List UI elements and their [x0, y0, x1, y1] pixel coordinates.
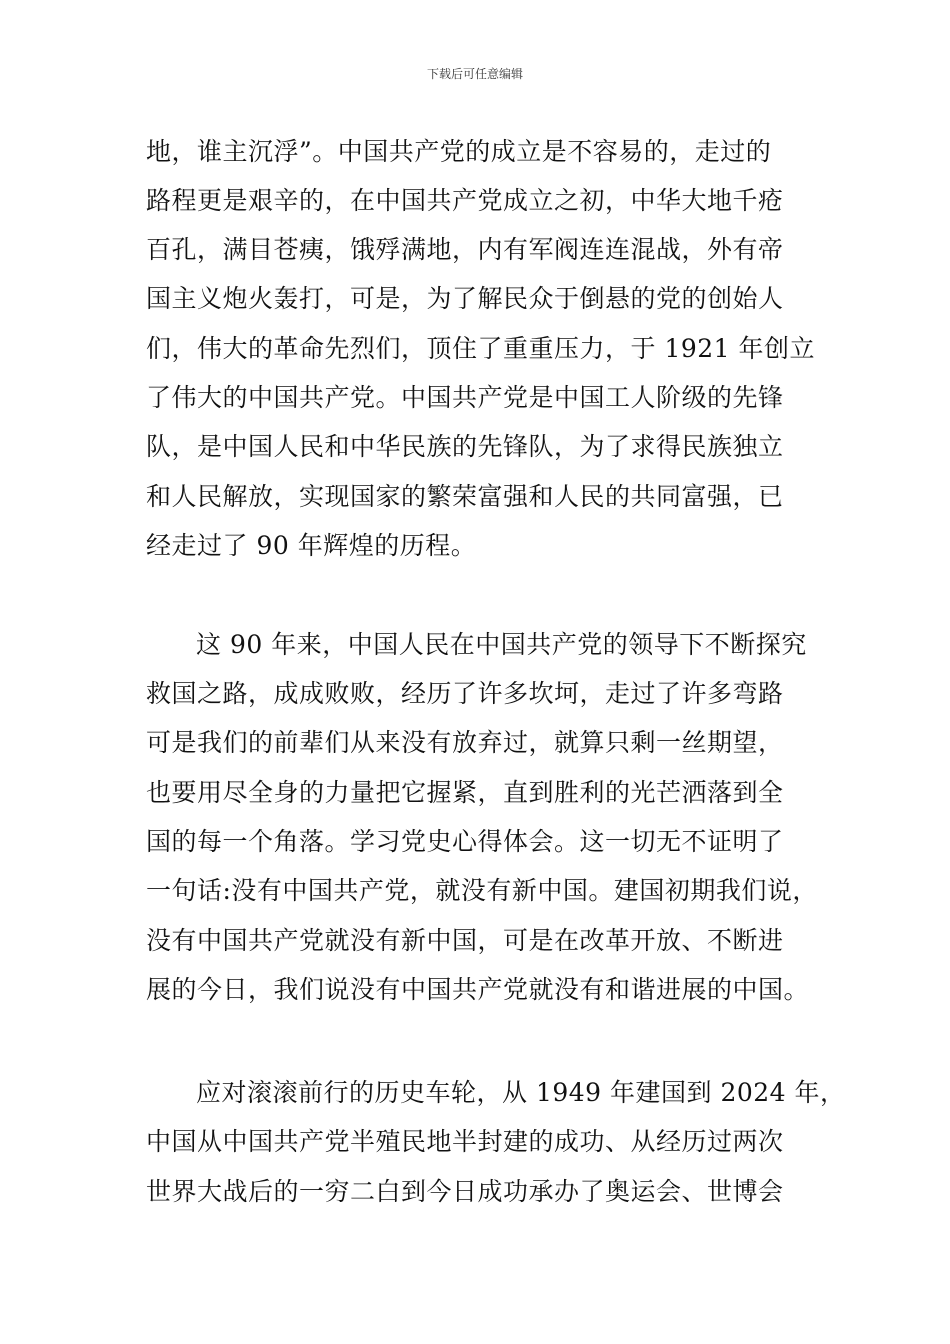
paragraph-line: 和人民解放，实现国家的繁荣富强和人民的共同富强，已 — [146, 482, 784, 511]
page-header: 下载后可任意编辑 — [426, 67, 523, 81]
paragraph-line: 可是我们的前辈们从来没有放弃过，就算只剩一丝期望， — [146, 728, 784, 757]
paragraph-line: 也要用尽全身的力量把它握紧，直到胜利的光芒洒落到全 — [146, 778, 784, 807]
paragraph-line: 路程更是艰辛的，在中国共产党成立之初，中华大地千疮 — [146, 186, 784, 215]
paragraph-line: 了伟大的中国共产党。中国共产党是中国工人阶级的先锋 — [146, 383, 784, 412]
paragraph-line: 没有中国共产党就没有新中国，可是在改革开放、不断进 — [146, 926, 784, 955]
paragraph-line: 们，伟大的革命先烈们，顶住了重重压力，于 1921 年创立 — [146, 334, 816, 363]
paragraph-line: 地，谁主沉浮”。中国共产党的成立是不容易的，走过的 — [146, 137, 772, 166]
paragraph-line: 展的今日，我们说没有中国共产党就没有和谐进展的中国。 — [146, 975, 810, 1004]
paragraph-line: 救国之路，成成败败，经历了许多坎坷，走过了许多弯路 — [146, 679, 784, 708]
paragraph-line: 百孔，满目苍痍，饿殍满地，内有军阀连连混战，外有帝 — [146, 235, 784, 264]
paragraph-line: 经走过了 90 年辉煌的历程。 — [146, 531, 477, 560]
paragraph-line: 一句话:没有中国共产党，就没有新中国。建国初期我们说， — [146, 876, 818, 905]
paragraph-line: 这 90 年来，中国人民在中国共产党的领导下不断探究 — [196, 630, 807, 659]
paragraph-line: 队，是中国人民和中华民族的先锋队，为了求得民族独立 — [146, 432, 784, 461]
paragraph-line: 国的每一个角落。学习党史心得体会。这一切无不证明了 — [146, 827, 784, 856]
paragraph-line: 世界大战后的一穷二白到今日成功承办了奥运会、世博会 — [146, 1177, 784, 1206]
paragraph-line: 应对滚滚前行的历史车轮，从 1949 年建国到 2024 年， — [196, 1078, 846, 1107]
paragraph-line: 国主义炮火轰打，可是，为了解民众于倒悬的党的创始人 — [146, 284, 784, 313]
paragraph-line: 中国从中国共产党半殖民地半封建的成功、从经历过两次 — [146, 1127, 784, 1156]
